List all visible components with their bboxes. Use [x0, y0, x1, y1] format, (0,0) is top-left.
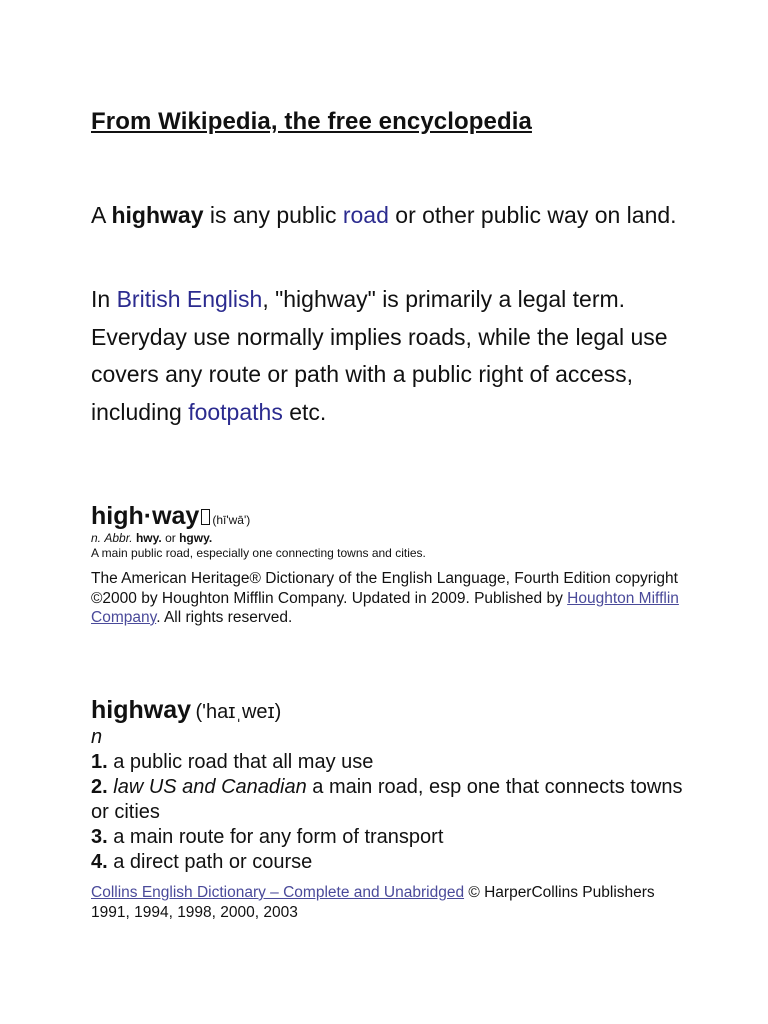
- ahd-headword-line: [91, 502, 686, 531]
- definition-text: a public road that all may use: [107, 751, 374, 773]
- ahd-copyright-text-1: The American Heritage® Dictionary of the English Language, Fourth Edition copyright ©2000 by Houghton Mifflin Company. Updated in 2009. Published by: [91, 570, 678, 607]
- ahd-pos: n.: [91, 531, 102, 545]
- ahd-abbr-label: Abbr.: [104, 531, 133, 545]
- ahd-pronunciation: (hī'wā'): [212, 513, 251, 527]
- page-heading: From Wikipedia, the free encyclopedia: [91, 108, 532, 135]
- ahd-or: or: [165, 531, 176, 545]
- intro-text-3: or other public way on land.: [388, 202, 677, 228]
- collins-pos-text: n: [91, 726, 103, 748]
- collins-pos: [91, 725, 691, 750]
- houghton-mifflin-link[interactable]: Houghton Mifflin Company: [91, 589, 679, 626]
- ahd-headword: high·way: [91, 502, 200, 530]
- definition-label: law US and Canadian: [113, 776, 307, 798]
- collins-headword-line: [91, 696, 691, 725]
- ahd-abbr-1: hwy.: [135, 531, 162, 545]
- british-text-3: etc.: [282, 398, 327, 425]
- collins-copyright-text: © HarperCollins Publishers 1991, 1994, 1998, 2000, 2003: [91, 884, 655, 921]
- footpaths-link[interactable]: footpaths: [188, 398, 283, 425]
- missing-glyph-icon: [201, 509, 210, 525]
- collins-headword: highway: [91, 696, 192, 724]
- definition-item: [91, 750, 691, 775]
- definition-number: 2.: [91, 776, 108, 798]
- british-english-paragraph: [91, 281, 686, 431]
- definition-item: [91, 825, 691, 850]
- collins-dictionary-link[interactable]: Collins English Dictionary – Complete and Unabridged: [91, 884, 465, 901]
- intro-text-2: is any public: [203, 202, 343, 228]
- collins-entry: [91, 696, 691, 922]
- intro-paragraph: [91, 197, 686, 235]
- british-text-1: In: [91, 286, 117, 312]
- ahd-definition: A main public road, especially one connecting towns and cities.: [91, 546, 426, 560]
- american-heritage-entry: [91, 502, 686, 628]
- definition-number: 3.: [91, 826, 108, 848]
- ahd-abbreviation-line: [91, 531, 686, 546]
- british-english-link[interactable]: British English: [116, 286, 263, 312]
- intro-text-1: A: [91, 202, 112, 228]
- collins-copyright: [91, 883, 691, 922]
- road-link[interactable]: road: [342, 202, 389, 228]
- definition-number: 1.: [91, 751, 108, 773]
- definition-text: a main route for any form of transport: [107, 826, 444, 848]
- term-highway: highway: [111, 202, 204, 228]
- definition-number: 4.: [91, 851, 108, 873]
- ahd-abbr-2: hgwy.: [179, 531, 213, 545]
- definition-text: a main road, esp one that connects towns or cities: [91, 776, 683, 823]
- collins-pronunciation: ('haɪˌweɪ): [195, 701, 282, 723]
- british-text-2: , "highway" is primarily a legal term. Everyday use normally implies roads, while the legal use covers any route or path with a public right of access, including: [91, 286, 668, 425]
- ahd-copyright-text-2: . All rights reserved.: [156, 609, 293, 626]
- ahd-copyright: [91, 569, 686, 628]
- definition-text: a direct path or course: [107, 851, 313, 873]
- definition-item: [91, 775, 691, 825]
- definition-item: [91, 850, 691, 875]
